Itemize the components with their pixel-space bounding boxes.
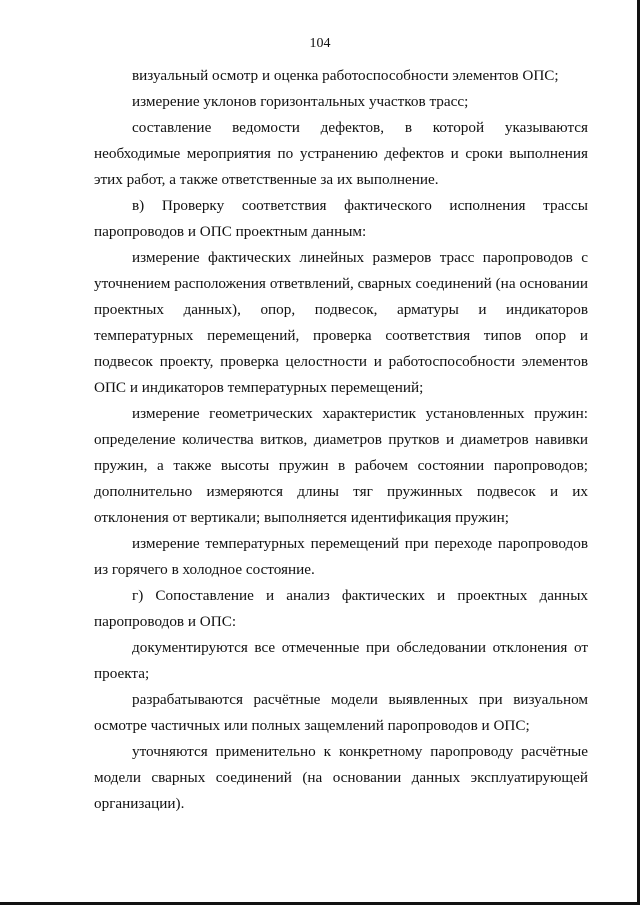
paragraph-visual-inspection: визуальный осмотр и оценка работоспособности элементов ОПС; (132, 67, 559, 84)
paragraph-linear-dimensions: измерение фактических линейных размеров трасс паропроводов с уточнением расположения ответвлений, сварных соединений (на основании проектных данных), опор, подвесок, арматуры и индикаторов температурных перемещений, проверка соответствия типов опор и подвесок проекту, проверка целостности и работоспособности элементов ОПС и индикаторов температурных перемещений; (94, 249, 588, 396)
paragraph-spring-geometry: измерение геометрических характеристик установленных пружин: определение количества витков, диаметров прутков и диаметров навивки пружин, а также высоты пружин в рабочем состоянии паропроводов; дополнительно измеряются длины тяг пружинных подвесок и их отклонения от вертикали; выполняется идентификация пружин; (94, 405, 588, 526)
paragraph-slope-measurement: измерение уклонов горизонтальных участков трасс; (132, 93, 469, 110)
page-number: 104 (309, 36, 331, 51)
paragraph-thermal-displacement: измерение температурных перемещений при переходе паропроводов из горячего в холодное состояние. (94, 535, 588, 578)
paragraph-calculation-models: разрабатываются расчётные модели выявленных при визуальном осмотре частичных или полных защемлений паропроводов и ОПС; (94, 691, 588, 734)
body-text (94, 63, 588, 817)
paragraph-comparison: г) Сопоставление и анализ фактических и проектных данных паропроводов и ОПС: (94, 587, 588, 630)
paragraph-documenting-deviations: документируются все отмеченные при обследовании отклонения от проекта; (94, 639, 588, 682)
paragraph-defect-list: составление ведомости дефектов, в которой указываются необходимые мероприятия по устранению дефектов и сроки выполнения этих работ, а также ответственные за их выполнение. (94, 119, 588, 188)
paragraph-weld-models: уточняются применительно к конкретному паропроводу расчётные модели сварных соединений (на основании данных эксплуатирующей организации). (94, 743, 588, 812)
paragraph-route-check: в) Проверку соответствия фактического исполнения трассы паропроводов и ОПС проектным данным: (94, 197, 588, 240)
